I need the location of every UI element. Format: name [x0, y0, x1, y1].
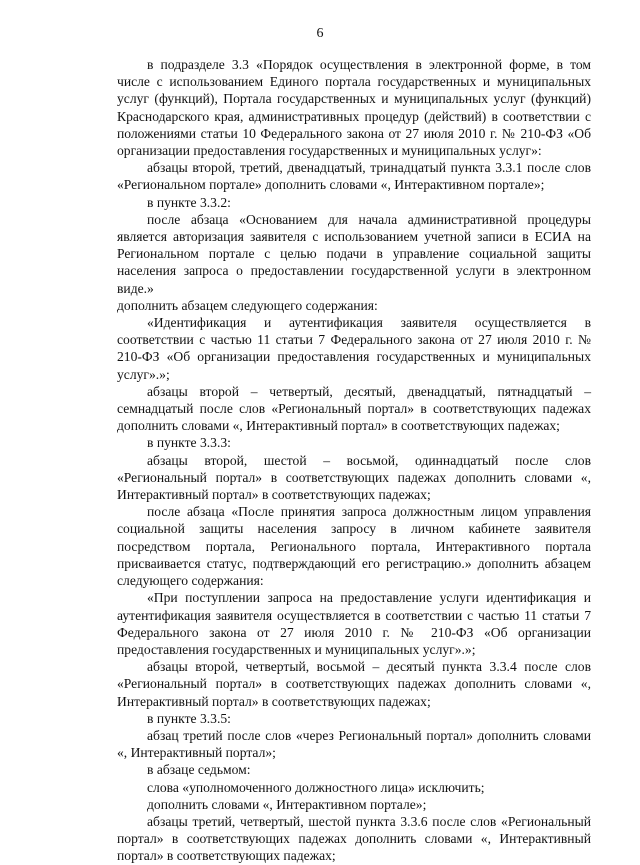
paragraph: в абзаце седьмом:	[147, 762, 251, 778]
paragraph: абзацы второй, четвертый, восьмой – десятый пункта 3.3.4 после слов «Региональный портал» в соответствующих падежах дополнить словами «, Интерактивный портал» в соответствующих падежах;	[117, 659, 591, 709]
paragraph: дополнить абзацем следующего содержания:	[117, 297, 378, 313]
paragraph: дополнить словами «, Интерактивном портале»;	[147, 796, 427, 812]
paragraph: в подразделе 3.3 «Порядок осуществления в электронной форме, в том числе с использованием Единого портала государственных и муниципальных услуг (функций), Портала государственных и муниципальных услуг (функций) Краснодарского края, административных процедур (действий) в соответствии с положениями статьи 10 Федерального закона от 27 июля 2010 г. № 210-ФЗ «Об организации предоставления государственных и муниципальных услуг»:	[117, 57, 591, 159]
paragraph: после абзаца «После принятия запроса должностным лицом управления социальной защиты населения запросу в личном кабинете заявителя посредством портала, Регионального портала, Интерактивного портала присваивается статус, подтверждающий его регистрацию.» дополнить абзацем следующего содержания:	[117, 504, 591, 589]
paragraph: в пункте 3.3.3:	[147, 435, 231, 451]
paragraph: «При поступлении запроса на предоставление услуги идентификация и аутентификация заявителя осуществляется в соответствии с частью 11 статьи 7 Федерального закона от 27 июля 2010 г. № 210-ФЗ «Об организации предоставления государственных и муниципальных услуг».»;	[117, 590, 591, 657]
paragraph: в пункте 3.3.2:	[147, 194, 231, 210]
paragraph: абзацы третий, четвертый, шестой пункта 3.3.6 после слов «Региональный портал» в соответствующих падежах дополнить словами «, Интерактивный портал» в соответствующих падежах;	[117, 813, 591, 864]
document-body	[117, 56, 591, 865]
paragraph: абзацы второй – четвертый, десятый, двенадцатый, пятнадцатый – семнадцатый после слов «Региональный портал» в соответствующих падежах дополнить словами «, Интерактивный портал» в соответствующих падежах;	[117, 383, 591, 434]
paragraph: «Идентификация и аутентификация заявителя осуществляется в соответствии с частью 11 статьи 7 Федерального закона от 27 июля 2010 г. № 210-ФЗ «Об организации предоставления государственных и муниципальных услуг».»;	[117, 315, 591, 382]
paragraph: абзацы второй, третий, двенадцатый, тринадцатый пункта 3.3.1 после слов «Региональном портале» дополнить словами «, Интерактивном портале»;	[117, 160, 591, 193]
paragraph: после абзаца «Основанием для начала административной процедуры является авторизация заявителя с использованием учетной записи в ЕСИА на Региональном портале с целью подачи в управление социальной защиты населения запроса о предоставлении государственной услуги в электронном виде.»	[117, 211, 591, 296]
paragraph: слова «уполномоченного должностного лица» исключить;	[147, 779, 485, 795]
paragraph: абзац третий после слов «через Региональный портал» дополнить словами «, Интерактивный портал»;	[117, 727, 591, 761]
page-number: 6	[316, 26, 324, 41]
paragraph: абзацы второй, шестой – восьмой, одиннадцатый после слов «Региональный портал» в соответствующих падежах дополнить словами «, Интерактивный портал» в соответствующих падежах;	[117, 452, 591, 503]
paragraph: в пункте 3.3.5:	[147, 710, 231, 726]
